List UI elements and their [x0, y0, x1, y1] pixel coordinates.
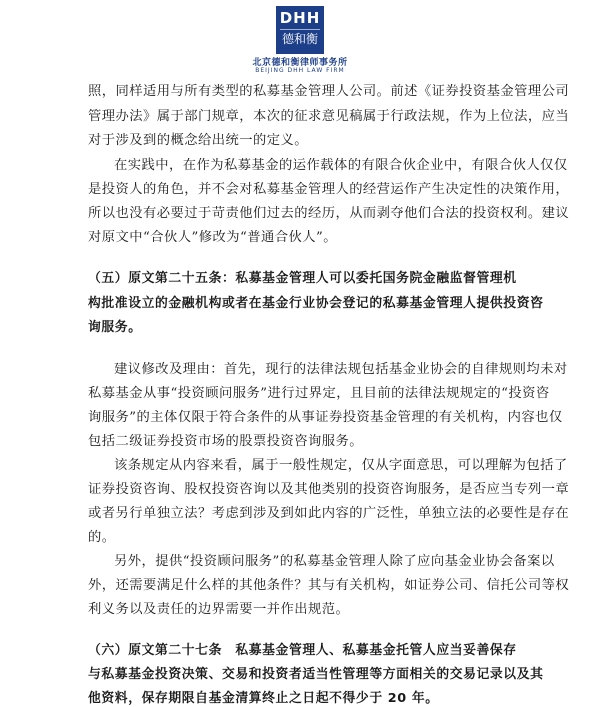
body-line: 在实践中，在作为私募基金的运作载体的有限合伙企业中，有限合伙人仅仅	[114, 158, 568, 173]
body-line: 是投资人的角色，并不会对私募基金管理人的经营运作产生决定性的决策作用，	[88, 182, 570, 197]
body-line: 询服务”的主体仅限于符合条件的从事证券投资基金管理的有关机构，内容也仅	[88, 410, 563, 425]
section-heading: 他资料，保存期限自基金清算终止之日起不得少于 20 年。	[88, 691, 439, 706]
firm-logo	[0, 6, 600, 54]
body-line: 私募基金从事“投资顾问服务”进行过界定，且目前的法律法规规定的“投资咨	[88, 386, 550, 401]
body-line: 另外，提供“投资顾问服务”的私募基金管理人除了应向基金业协会备案以	[114, 554, 555, 569]
body-line: 管理办法》属于部门规章，本次的征求意见稿属于行政法规，作为上位法，应当	[88, 109, 570, 124]
body-line: 的。	[88, 530, 116, 545]
section-heading: 构批准设立的金融机构或者在基金行业协会登记的私募基金管理人提供投资咨	[88, 296, 544, 311]
body-line: 照，同样适用与所有类型的私募基金管理人公司。前述《证券投资基金管理公司	[88, 84, 570, 99]
section-heading: 询服务。	[88, 320, 142, 335]
body-line: 利义务以及责任的边界需要一并作出规范。	[88, 602, 350, 617]
body-line: 该条规定从内容来看，属于一般性规定，仅从字面意思，可以理解为包括了	[114, 458, 568, 473]
logo-text-dhh: DHH	[279, 9, 321, 27]
body-line: 建议修改及理由：首先，现行的法律法规包括基金业协会的自律规则均未对	[114, 362, 568, 377]
logo-mark	[276, 6, 324, 54]
logo-text-cn: 德和衡	[280, 29, 320, 48]
body-line: 或者另行单独立法？考虑到涉及到如此内容的广泛性，单独立法的必要性是存在	[88, 506, 570, 521]
section-heading: 与私募基金投资决策、交易和投资者适当性管理等方面相关的交易记录以及其	[88, 667, 544, 682]
body-line: 包括二级证券投资市场的股票投资咨询服务。	[88, 434, 363, 449]
body-line: 外，还需要满足什么样的其他条件？其与有关机构，如证券公司、信托公司等权	[88, 578, 570, 593]
section-heading: （六）原文第二十七条 私募基金管理人、私募基金托管人应当妥善保存	[88, 643, 517, 658]
body-line: 所以也没有必要过于苛责他们过去的经历，从而剥夺他们合法的投资权利。建议	[88, 206, 570, 221]
firm-name-en: BEIJING DHH LAW FIRM	[255, 67, 345, 74]
section-heading: （五）原文第二十五条：私募基金管理人可以委托国务院金融监督管理机	[88, 271, 517, 286]
body-line: 对于涉及到的概念给出统一的定义。	[88, 133, 308, 148]
body-line: 对原文中“合伙人”修改为“普通合伙人”。	[88, 230, 337, 245]
body-line: 证券投资咨询、股权投资咨询以及其他类别的投资咨询服务，是否应当专列一章	[88, 482, 570, 497]
firm-name-cn: 北京德和衡律师事务所	[252, 58, 348, 68]
